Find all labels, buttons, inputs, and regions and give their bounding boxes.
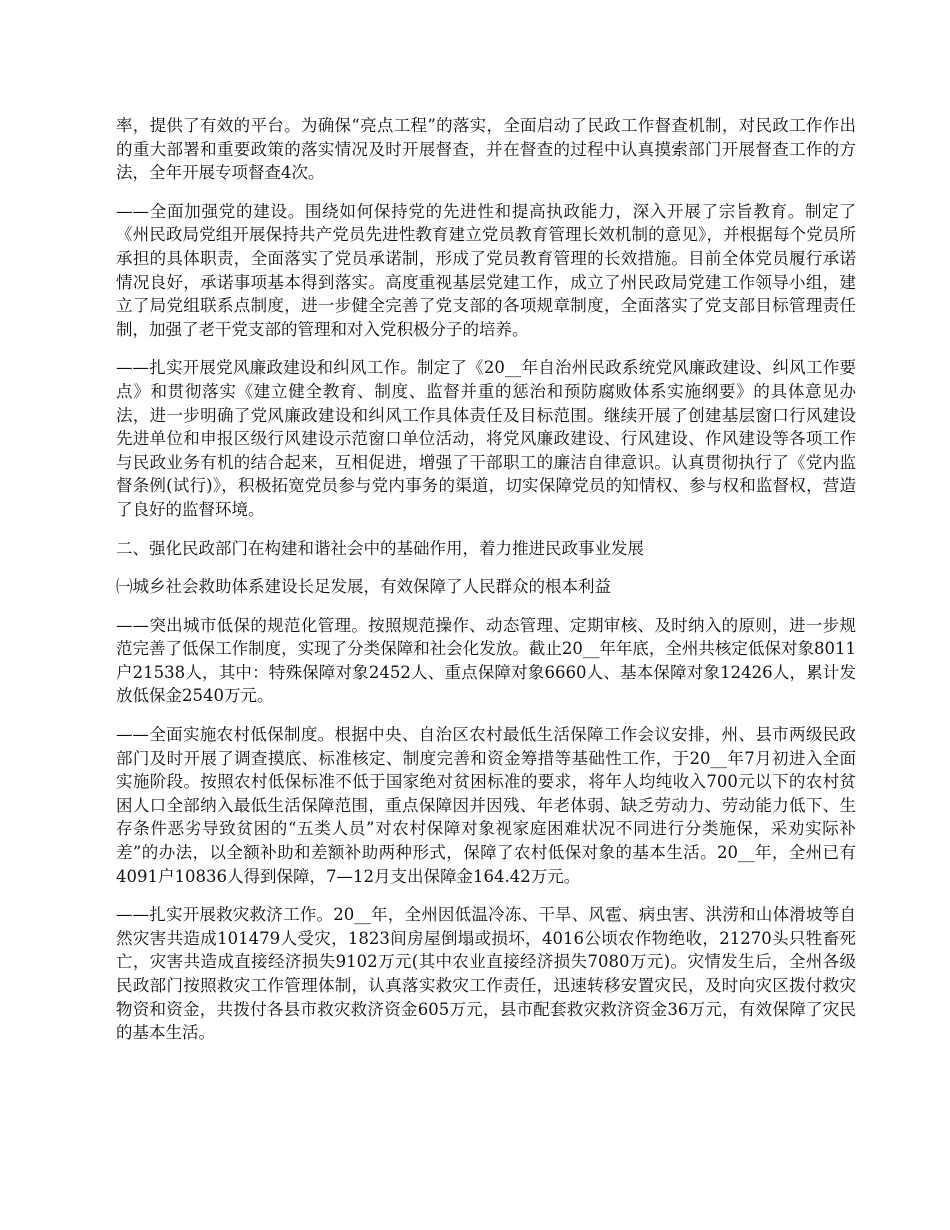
document-body bbox=[116, 114, 856, 1060]
paragraph-disaster-relief: ——扎实开展救灾救济工作。20__年，全州因低温冷冻、干旱、风雹、病虫害、洪涝和山体滑坡等自然灾害共造成101479人受灾，1823间房屋倒塌或损坏，4016公顷农作物绝收，21270头只牲畜死亡，灾害共造成直接经济损失9102万元(其中农业直接经济损失7080万元)。灾情发生后，全州各级民政部门按照救灾工作管理体制，认真落实救灾工作责任，迅速转移安置灾民，及时向灾区拨付救灾物资和资金，共拨付各县市救灾救济资金605万元，县市配套救灾救济资金36万元，有效保障了灾民的基本生活。 bbox=[116, 905, 856, 1043]
paragraph-party-building: ——全面加强党的建设。围绕如何保持党的先进性和提高执政能力，深入开展了宗旨教育。制定了《州民政局党组开展保持共产党员先进性教育建立党员教育管理长效机制的意见》，并根据每个党员所承担的具体职责，全面落实了党员承诺制，形成了党员教育管理的长效措施。目前全体党员履行承诺情况良好，承诺事项基本得到落实。高度重视基层党建工作，成立了州民政局党建工作领导小组，建立了局党组联系点制度，进一步健全完善了党支部的各项规章制度，全面落实了党支部目标管理责任制，加强了老干党支部的管理和对入党积极分子的培养。 bbox=[116, 201, 856, 339]
paragraph-anti-corruption: ——扎实开展党风廉政建设和纠风工作。制定了《20__年自治州民政系统党风廉政建设、纠风工作要点》和贯彻落实《建立健全教育、制度、监督并重的惩治和预防腐败体系实施纲要》的具体意见办法，进一步明确了党风廉政建设和纠风工作具体责任及目标范围。继续开展了创建基层窗口行风建设先进单位和申报区级行风建设示范窗口单位活动，将党风廉政建设、行风建设、作风建设等各项工作与民政业务有机的结合起来，互相促进，增强了干部职工的廉洁自律意识。认真贯彻执行了《党内监督条例(试行)》，积极拓宽党员参与党内事务的渠道，切实保障党员的知情权、参与权和监督权，营造了良好的监督环境。 bbox=[116, 358, 856, 519]
paragraph-supervision: 率，提供了有效的平台。为确保“亮点工程”的落实，全面启动了民政工作督查机制，对民政工作作出的重大部署和重要政策的落实情况及时开展督查，并在督查的过程中认真摸索部门开展督查工作的方法，全年开展专项督查4次。 bbox=[116, 116, 856, 183]
paragraph-rural-subsistence: ——全面实施农村低保制度。根据中央、自治区农村最低生活保障工作会议安排，州、县市两级民政部门及时开展了调查摸底、标准核定、制度完善和资金筹措等基础性工作，于20__年7月初进入全面实施阶段。按照农村低保标准不低于国家绝对贫困标准的要求，将年人均纯收入700元以下的农村贫困人口全部纳入最低生活保障范围，重点保障因并因残、年老体弱、缺乏劳动力、劳动能力低下、生存条件恶劣导致贫困的“五类人员”对农村保障对象视家庭困难状况不同进行分类施保，采劝实际补差”的办法，以全额补助和差额补助两种形式，保障了农村低保对象的基本生活。20__年，全州已有4091户10836人得到保障，7—12月支出保障金164.42万元。 bbox=[116, 725, 856, 886]
subsection-heading: ㈠城乡社会救助体系建设长足发展，有效保障了人民群众的根本利益 bbox=[116, 577, 611, 597]
section-heading: 二、强化民政部门在构建和谐社会中的基础作用，着力推进民政事业发展 bbox=[116, 538, 644, 558]
paragraph-urban-subsistence: ——突出城市低保的规范化管理。按照规范操作、动态管理、定期审核、及时纳入的原则，进一步规范完善了低保工作制度，实现了分类保障和社会化发放。截止20__年年底，全州共核定低保对象8011户21538人，其中：特殊保障对象2452人、重点保障对象6660人、基本保障对象12426人，累计发放低保金2540万元。 bbox=[116, 615, 856, 706]
